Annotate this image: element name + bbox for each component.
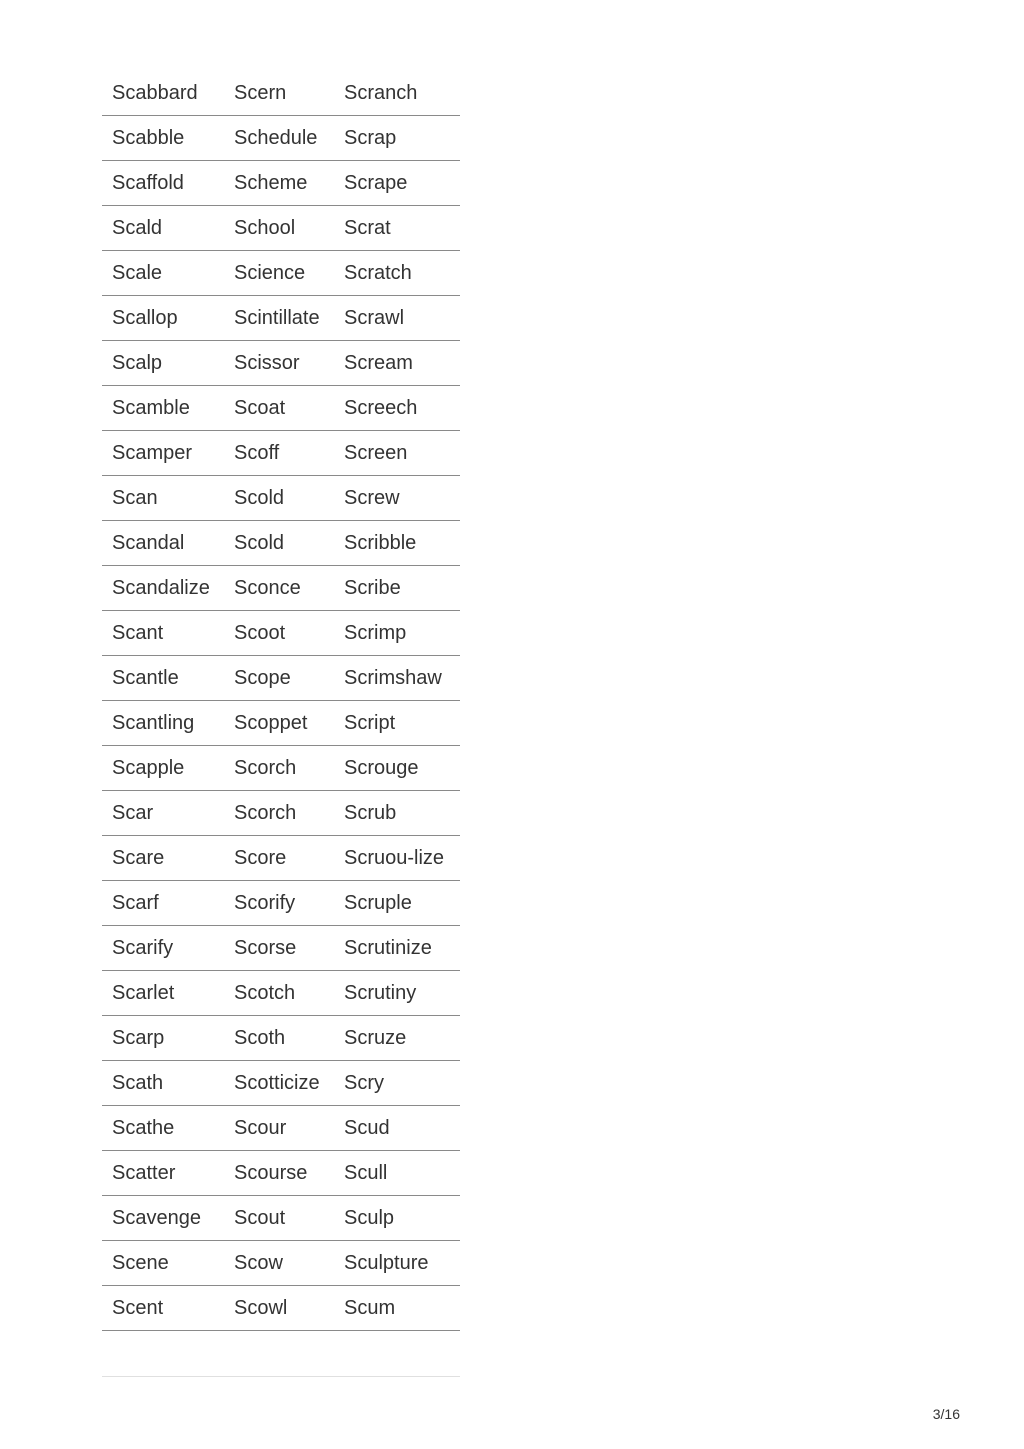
table-row: [102, 1106, 460, 1151]
bottom-divider: [102, 1376, 460, 1377]
table-cell: Scant: [102, 611, 224, 656]
table-cell: Scalp: [102, 341, 224, 386]
table-cell: Scale: [102, 251, 224, 296]
table-cell: Sconce: [224, 566, 334, 611]
table-cell: Scent: [102, 1286, 224, 1331]
table-cell: Scarp: [102, 1016, 224, 1061]
table-row: [102, 566, 460, 611]
table-cell: Screw: [334, 476, 460, 521]
table-cell: Scream: [334, 341, 460, 386]
table-cell: Scrutiny: [334, 971, 460, 1016]
table-row: [102, 161, 460, 206]
table-row: [102, 701, 460, 746]
table-row: [102, 206, 460, 251]
table-row: [102, 251, 460, 296]
table-cell: Scold: [224, 521, 334, 566]
table-cell: Scope: [224, 656, 334, 701]
table-cell: Science: [224, 251, 334, 296]
table-cell: Scrat: [334, 206, 460, 251]
table-cell: Scoff: [224, 431, 334, 476]
table-cell: Scruou-lize: [334, 836, 460, 881]
table-row: [102, 341, 460, 386]
table-cell: Scoot: [224, 611, 334, 656]
table-cell: Scotch: [224, 971, 334, 1016]
table-cell: Scrap: [334, 116, 460, 161]
table-cell: Scamper: [102, 431, 224, 476]
table-cell: Scantle: [102, 656, 224, 701]
table-row: [102, 836, 460, 881]
table-cell: Scoth: [224, 1016, 334, 1061]
table-cell: Scarlet: [102, 971, 224, 1016]
table-cell: Scrouge: [334, 746, 460, 791]
table-cell: Scantling: [102, 701, 224, 746]
table-cell: Scissor: [224, 341, 334, 386]
table-cell: Scamble: [102, 386, 224, 431]
table-cell: Scold: [224, 476, 334, 521]
table-cell: Scrimshaw: [334, 656, 460, 701]
table-row: [102, 611, 460, 656]
table-cell: Scrimp: [334, 611, 460, 656]
table-cell: Scrawl: [334, 296, 460, 341]
table-cell: Scabble: [102, 116, 224, 161]
table-cell: Scruze: [334, 1016, 460, 1061]
table-cell: Scintillate: [224, 296, 334, 341]
table-cell: Scavenge: [102, 1196, 224, 1241]
table-cell: Scrape: [334, 161, 460, 206]
table-cell: School: [224, 206, 334, 251]
table-cell: Scheme: [224, 161, 334, 206]
table-cell: Scorify: [224, 881, 334, 926]
table-cell: Scaffold: [102, 161, 224, 206]
table-cell: Schedule: [224, 116, 334, 161]
table-cell: Scrub: [334, 791, 460, 836]
table-cell: Scribe: [334, 566, 460, 611]
table-row: [102, 476, 460, 521]
table-cell: Scud: [334, 1106, 460, 1151]
table-cell: Scan: [102, 476, 224, 521]
table-cell: Scoppet: [224, 701, 334, 746]
table-cell: Scry: [334, 1061, 460, 1106]
table-cell: Scorch: [224, 746, 334, 791]
table-row: [102, 296, 460, 341]
table-row: [102, 1241, 460, 1286]
table-cell: Scare: [102, 836, 224, 881]
table-cell: Scandal: [102, 521, 224, 566]
table-row: [102, 926, 460, 971]
table-row: [102, 881, 460, 926]
table-cell: Scoat: [224, 386, 334, 431]
table-cell: Scarf: [102, 881, 224, 926]
table-cell: Scow: [224, 1241, 334, 1286]
table-cell: Scabbard: [102, 71, 224, 116]
page-number: 3/16: [932, 1406, 960, 1422]
table-cell: Scallop: [102, 296, 224, 341]
table-cell: Scull: [334, 1151, 460, 1196]
table-row: [102, 746, 460, 791]
table-row: [102, 656, 460, 701]
table-cell: Scald: [102, 206, 224, 251]
table-cell: Scene: [102, 1241, 224, 1286]
table-cell: Scum: [334, 1286, 460, 1331]
table-row: [102, 116, 460, 161]
table-row: [102, 1016, 460, 1061]
table-cell: Scarify: [102, 926, 224, 971]
table-cell: Scratch: [334, 251, 460, 296]
table-row: [102, 1061, 460, 1106]
table-row: [102, 1151, 460, 1196]
word-table: [102, 71, 460, 1331]
table-cell: Scathe: [102, 1106, 224, 1151]
table-cell: Scotticize: [224, 1061, 334, 1106]
table-cell: Sculp: [334, 1196, 460, 1241]
table-cell: Scrutinize: [334, 926, 460, 971]
table-cell: Scour: [224, 1106, 334, 1151]
word-table-body: [102, 71, 460, 1331]
table-row: [102, 431, 460, 476]
table-cell: Score: [224, 836, 334, 881]
table-cell: Scruple: [334, 881, 460, 926]
table-cell: Scout: [224, 1196, 334, 1241]
table-cell: Scourse: [224, 1151, 334, 1196]
table-cell: Scowl: [224, 1286, 334, 1331]
table-cell: Scatter: [102, 1151, 224, 1196]
table-row: [102, 1196, 460, 1241]
table-cell: Scranch: [334, 71, 460, 116]
table-cell: Sculpture: [334, 1241, 460, 1286]
table-cell: Screech: [334, 386, 460, 431]
table-row: [102, 791, 460, 836]
table-cell: Scorch: [224, 791, 334, 836]
table-cell: Scath: [102, 1061, 224, 1106]
table-cell: Scribble: [334, 521, 460, 566]
table-cell: Scar: [102, 791, 224, 836]
table-cell: Scern: [224, 71, 334, 116]
table-row: [102, 1286, 460, 1331]
table-row: [102, 386, 460, 431]
table-cell: Screen: [334, 431, 460, 476]
table-cell: Script: [334, 701, 460, 746]
table-row: [102, 971, 460, 1016]
table-cell: Scapple: [102, 746, 224, 791]
table-row: [102, 71, 460, 116]
table-cell: Scorse: [224, 926, 334, 971]
table-cell: Scandalize: [102, 566, 224, 611]
table-row: [102, 521, 460, 566]
